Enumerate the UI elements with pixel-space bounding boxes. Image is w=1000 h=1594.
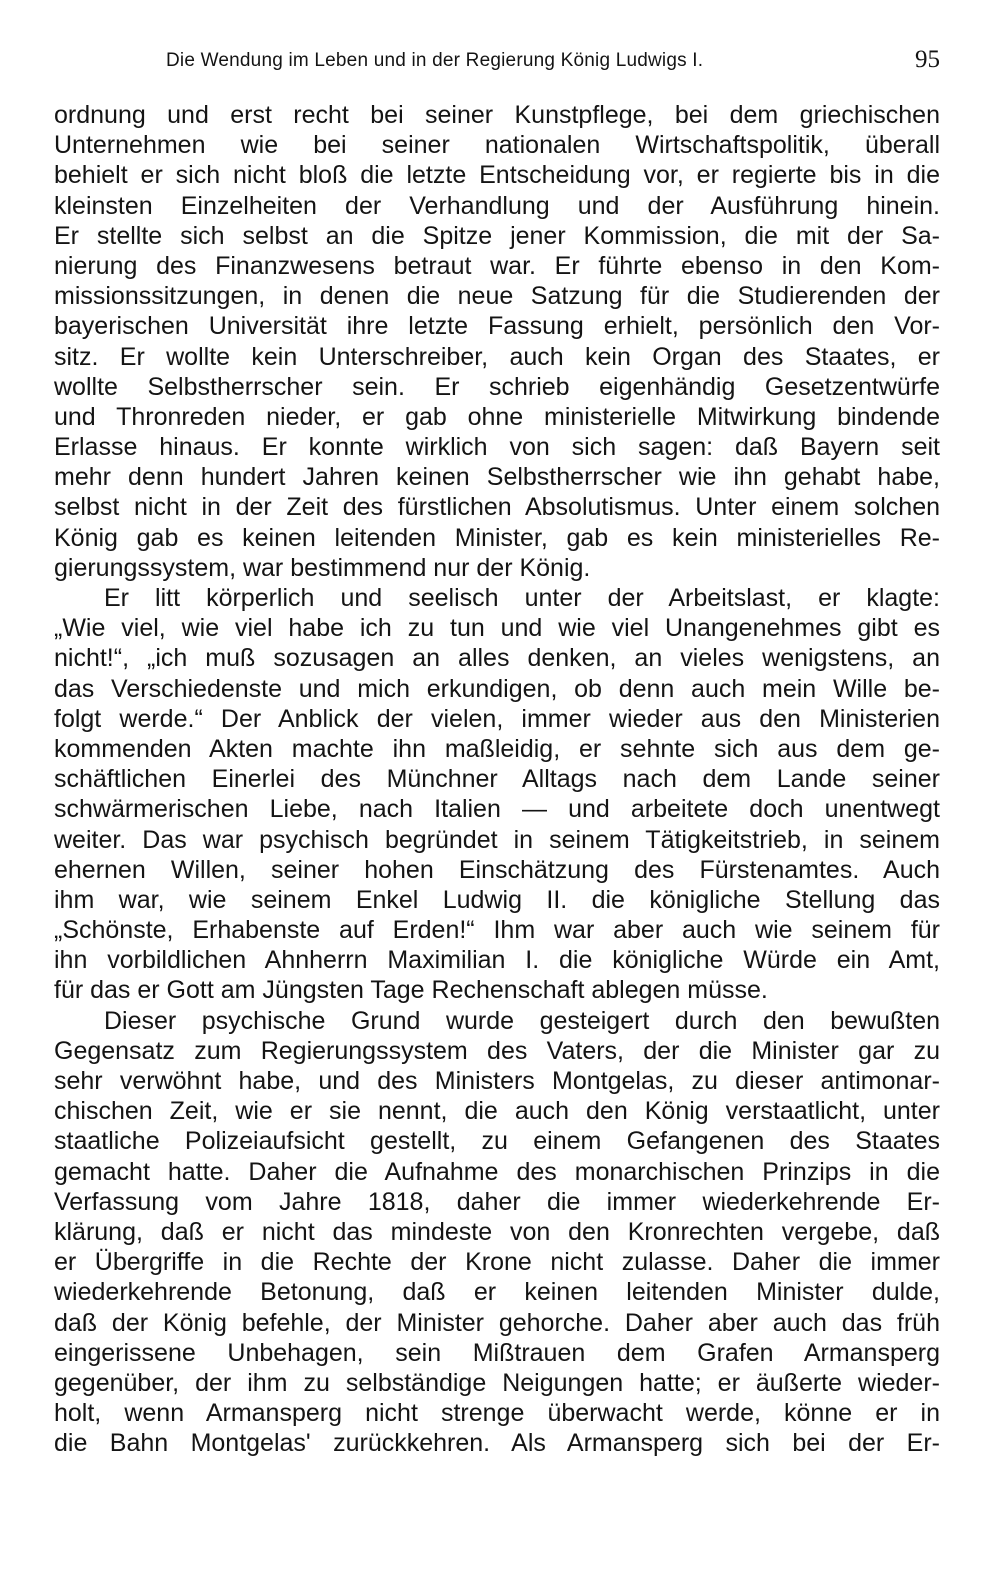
text-line: missionssitzungen, in denen die neue Satzung für die Studierenden der: [54, 282, 940, 311]
text-line: sitz. Er wollte kein Unterschreiber, auch kein Organ des Staates, er: [54, 342, 940, 371]
text-line: Erlasse hinaus. Er konnte wirklich von sich sagen: daß Bayern seit: [54, 433, 940, 462]
text-line: eingerissene Unbehagen, sein Mißtrauen dem Grafen Armansperg: [54, 1338, 940, 1367]
text-line: Unternehmen wie bei seiner nationalen Wirtschaftspolitik, überall: [54, 131, 940, 160]
text-line: folgt werde.“ Der Anblick der vielen, immer wieder aus den Ministerien: [54, 704, 940, 733]
text-line: gemacht hatte. Daher die Aufnahme des monarchischen Prinzips in die: [54, 1157, 940, 1186]
text-line: „Wie viel, wie viel habe ich zu tun und wie viel Unangenehmes gibt es: [54, 614, 940, 643]
text-line: daß der König befehle, der Minister gehorche. Daher aber auch das früh: [54, 1308, 940, 1337]
paragraph-end-line: gierungssystem, war bestimmend nur der König.: [54, 553, 591, 582]
text-line: gegenüber, der ihm zu selbständige Neigungen hatte; er äußerte wieder-: [54, 1368, 940, 1397]
text-line: nierung des Finanzwesens betraut war. Er führte ebenso in den Kom-: [54, 251, 940, 280]
paragraph-end-line: für das er Gott am Jüngsten Tage Rechenschaft ablegen müsse.: [54, 976, 768, 1005]
body-text: [54, 100, 940, 1458]
text-line: klärung, daß er nicht das mindeste von den Kronrechten vergebe, daß: [54, 1217, 940, 1246]
text-line: wiederkehrende Betonung, daß er keinen leitenden Minister dulde,: [54, 1278, 940, 1307]
text-line: bayerischen Universität ihre letzte Fassung erhielt, persönlich den Vor-: [54, 312, 940, 341]
text-line: ihm war, wie seinem Enkel Ludwig II. die königliche Stellung das: [54, 885, 940, 914]
text-line: das Verschiedenste und mich erkundigen, ob denn auch mein Wille be-: [54, 674, 940, 703]
text-line: staatliche Polizeiaufsicht gestellt, zu einem Gefangenen des Staates: [54, 1127, 940, 1156]
text-line: schäftlichen Einerlei des Münchner Alltags nach dem Lande seiner: [54, 765, 940, 794]
text-line: die Bahn Montgelas' zurückkehren. Als Armansperg sich bei der Er-: [54, 1429, 940, 1458]
text-line: ihn vorbildlichen Ahnherrn Maximilian I. die königliche Würde ein Amt,: [54, 946, 940, 975]
paragraph-start-line: Er litt körperlich und seelisch unter der Arbeitslast, er klagte:: [104, 584, 940, 612]
text-line: holt, wenn Armansperg nicht strenge überwacht werde, könne er in: [54, 1399, 940, 1428]
text-line: Verfassung vom Jahre 1818, daher die immer wiederkehrende Er-: [54, 1187, 940, 1216]
running-head: [54, 40, 940, 80]
running-title: Die Wendung im Leben und in der Regierung König Ludwigs I.: [166, 50, 704, 71]
text-line: Er stellte sich selbst an die Spitze jener Kommission, die mit der Sa-: [54, 221, 940, 250]
text-line: er Übergriffe in die Rechte der Krone nicht zulasse. Daher die immer: [54, 1248, 940, 1277]
text-line: wollte Selbstherrscher sein. Er schrieb eigenhändig Gesetzentwürfe: [54, 372, 940, 401]
text-line: König gab es keinen leitenden Minister, gab es kein ministerielles Re-: [54, 523, 940, 552]
page-number: 95: [915, 46, 940, 73]
text-line: behielt er sich nicht bloß die letzte Entscheidung vor, er regierte bis in die: [54, 161, 940, 190]
text-line: schwärmerischen Liebe, nach Italien — und arbeitete doch unentwegt: [54, 795, 940, 824]
text-line: kleinsten Einzelheiten der Verhandlung und der Ausführung hinein.: [54, 191, 940, 220]
text-line: ordnung und erst recht bei seiner Kunstpflege, bei dem griechischen: [54, 101, 940, 129]
text-line: selbst nicht in der Zeit des fürstlichen Absolutismus. Unter einem solchen: [54, 493, 940, 522]
text-line: und Thronreden nieder, er gab ohne ministerielle Mitwirkung bindende: [54, 402, 940, 431]
text-line: „Schönste, Erhabenste auf Erden!“ Ihm war aber auch wie seinem für: [54, 916, 940, 945]
text-line: chischen Zeit, wie er sie nennt, die auch den König verstaatlicht, unter: [54, 1097, 940, 1126]
text-line: weiter. Das war psychisch begründet in seinem Tätigkeitstrieb, in seinem: [54, 825, 940, 854]
text-line: mehr denn hundert Jahren keinen Selbstherrscher wie ihn gehabt habe,: [54, 463, 940, 492]
text-line: kommenden Akten machte ihn maßleidig, er sehnte sich aus dem ge-: [54, 734, 940, 763]
text-line: nicht!“, „ich muß sozusagen an alles denken, an vieles wenigstens, an: [54, 644, 940, 673]
paragraph-start-line: Dieser psychische Grund wurde gesteigert durch den bewußten: [104, 1006, 940, 1035]
text-line: ehernen Willen, seiner hohen Einschätzung des Fürstenamtes. Auch: [54, 855, 940, 884]
text-line: sehr verwöhnt habe, und des Ministers Montgelas, zu dieser antimonar-: [54, 1067, 940, 1095]
text-line: Gegensatz zum Regierungssystem des Vaters, der die Minister gar zu: [54, 1036, 940, 1065]
